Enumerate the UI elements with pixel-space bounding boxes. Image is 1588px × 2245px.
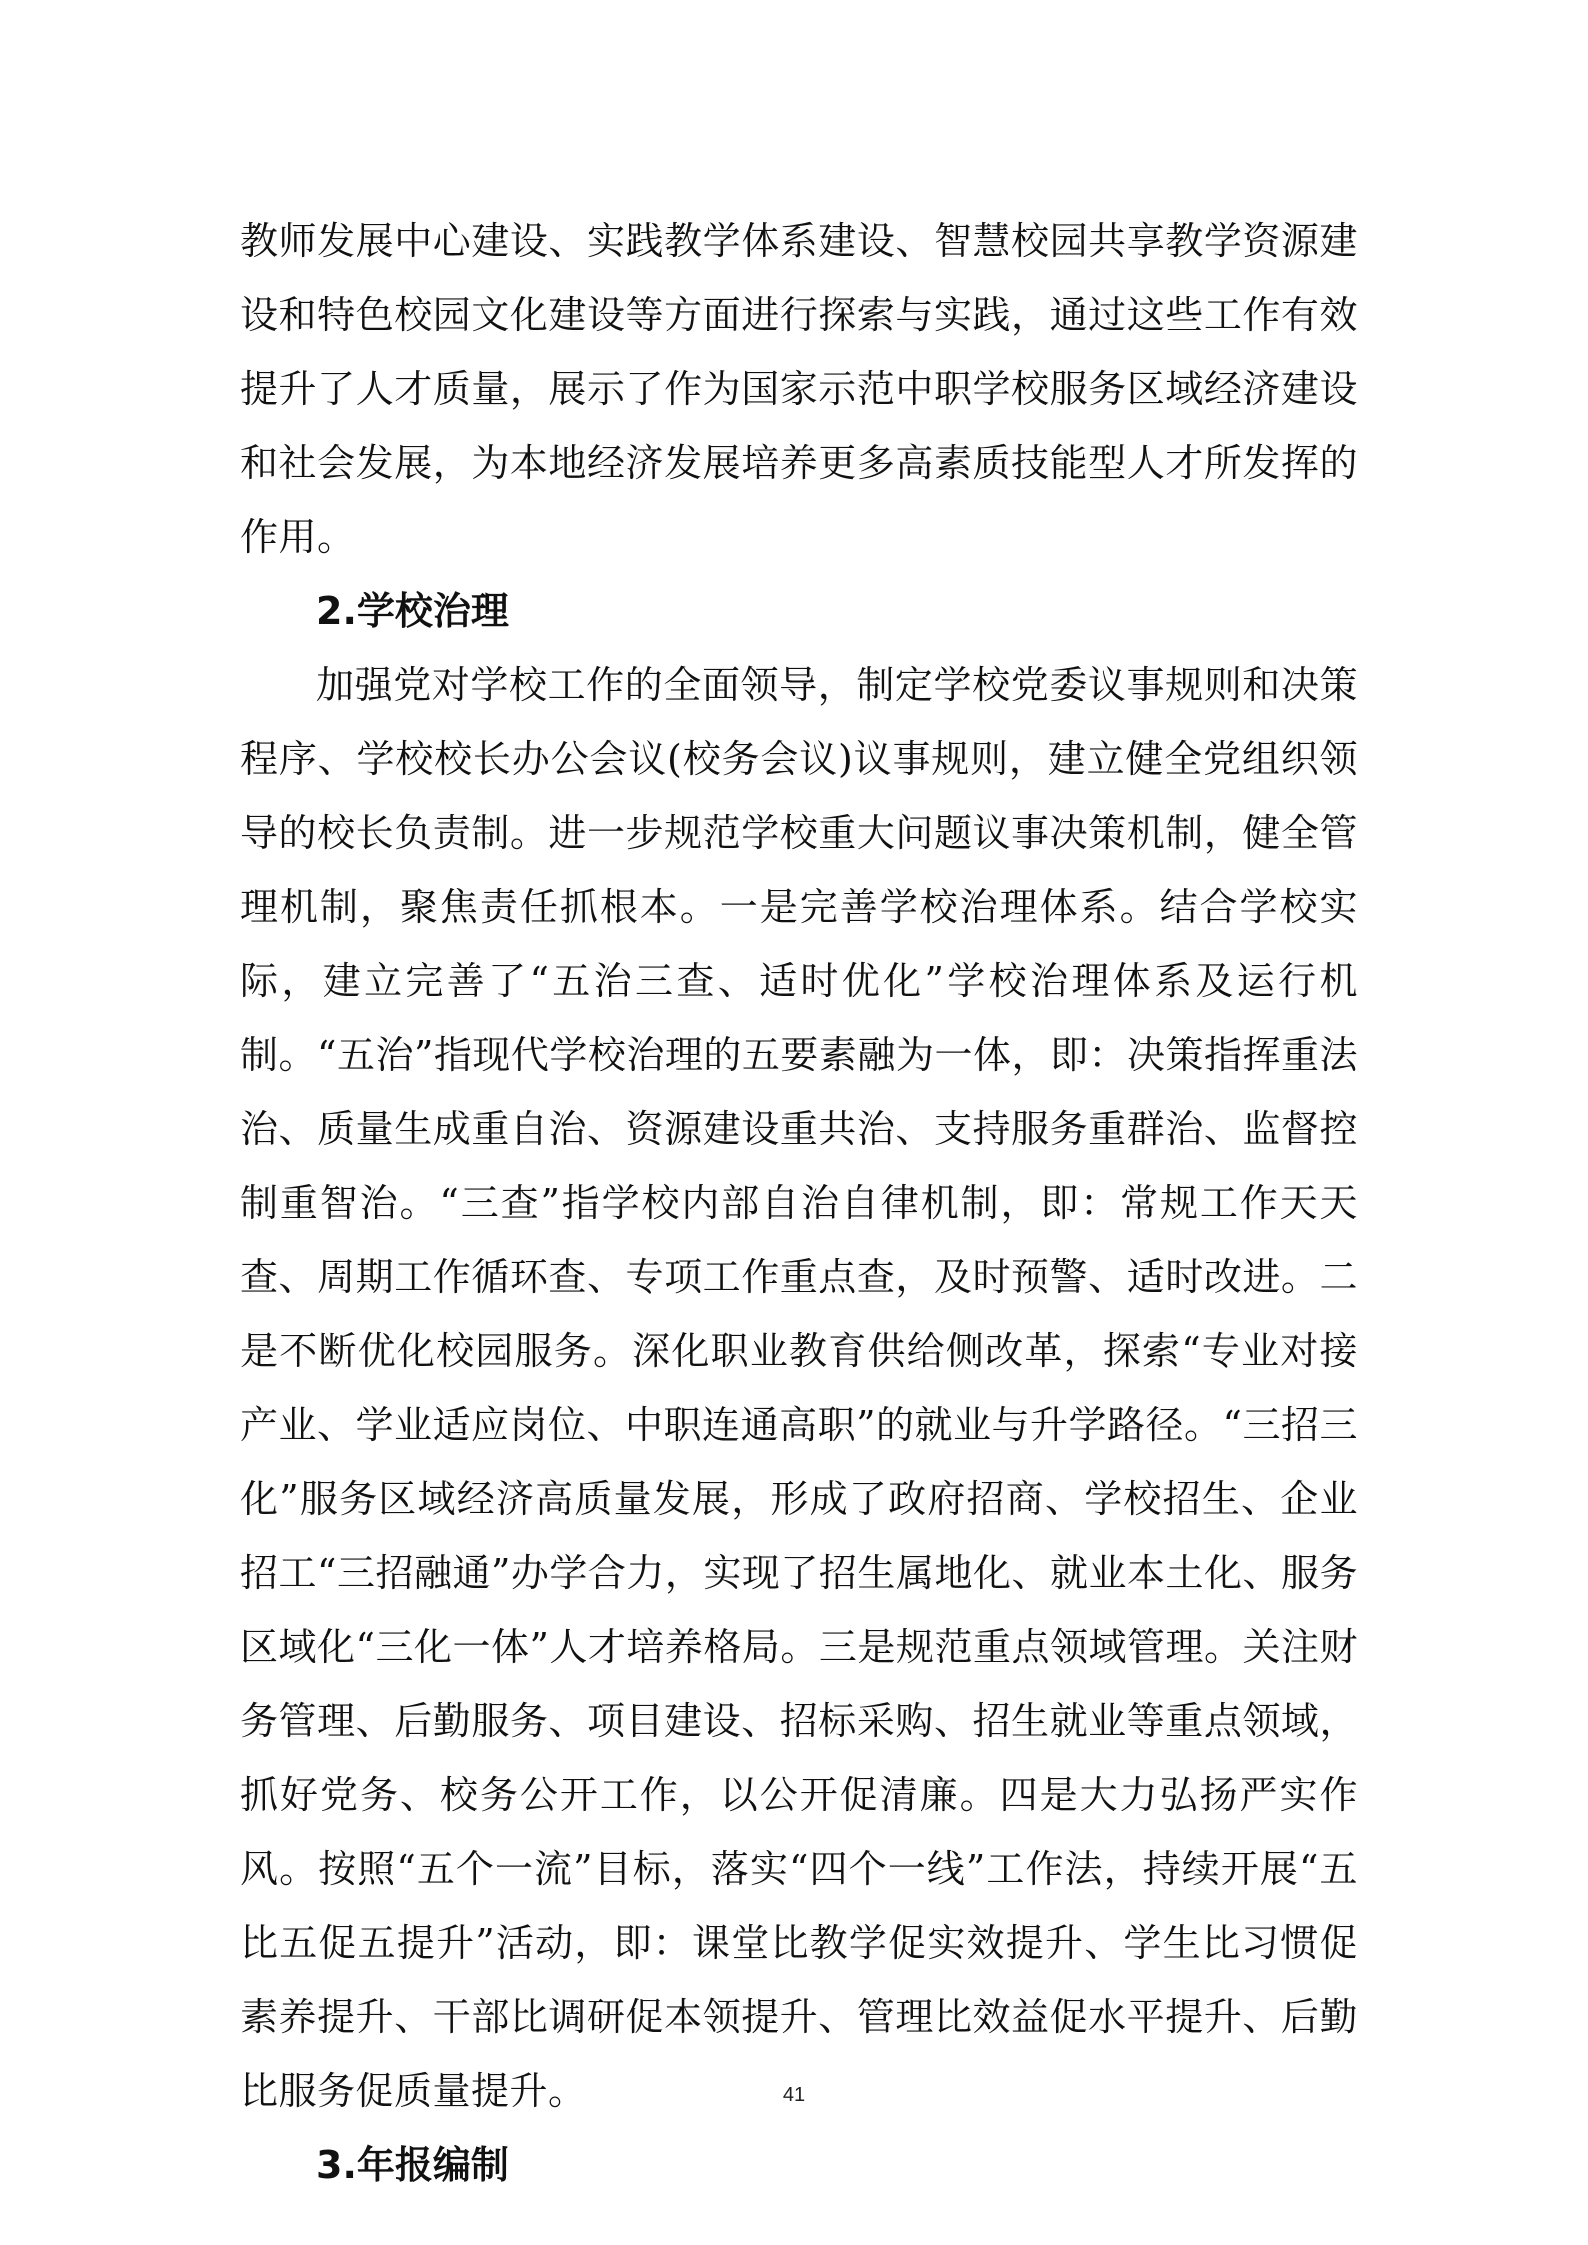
body-paragraph-2: 加强党对学校工作的全面领导，制定学校党委议事规则和决策程序、学校校长办公会议(校务会议)议事规则，建立健全党组织领导的校长负责制。进一步规范学校重大问题议事决策机制，健全管理机制，聚焦责任抓根本。一是完善学校治理体系。结合学校实际，建立完善了“五治三查、适时优化”学校治理体系及运行机制。“五治”指现代学校治理的五要素融为一体，即：决策指挥重法治、质量生成重自治、资源建设重共治、支持服务重群治、监督控制重智治。“三查”指学校内部自治自律机制，即：常规工作天天查、周期工作循环查、专项工作重点查，及时预警、适时改进。二是不断优化校园服务。深化职业教育供给侧改革，探索“专业对接产业、学业适应岗位、中职连通高职”的就业与升学路径。“三招三化”服务区域经济高质量发展，形成了政府招商、学校招生、企业招工“三招融通”办学合力，实现了招生属地化、就业本土化、服务区域化“三化一体”人才培养格局。三是规范重点领域管理。关注财务管理、后勤服务、项目建设、招标采购、招生就业等重点领域，抓好党务、校务公开工作，以公开促清廉。四是大力弘扬严实作风。按照“五个一流”目标，落实“四个一线”工作法，持续开展“五比五促五提升”活动，即：课堂比教学促实效提升、学生比习惯促素养提升、干部比调研促本领提升、管理比效益促水平提升、后勤比服务促质量提升。 (240, 663, 1358, 2113)
page-number: 41 (782, 2084, 806, 2106)
section-heading-school-governance: 2.学校治理 (316, 589, 509, 633)
section-heading-annual-report: 3.年报编制 (316, 2143, 509, 2187)
body-paragraph-1: 教师发展中心建设、实践教学体系建设、智慧校园共享教学资源建设和特色校园文化建设等方面进行探索与实践，通过这些工作有效提升了人才质量，展示了作为国家示范中职学校服务区域经济建设和社会发展，为本地经济发展培养更多高素质技能型人才所发挥的作用。 (240, 219, 1358, 559)
page-content (240, 204, 1358, 2202)
